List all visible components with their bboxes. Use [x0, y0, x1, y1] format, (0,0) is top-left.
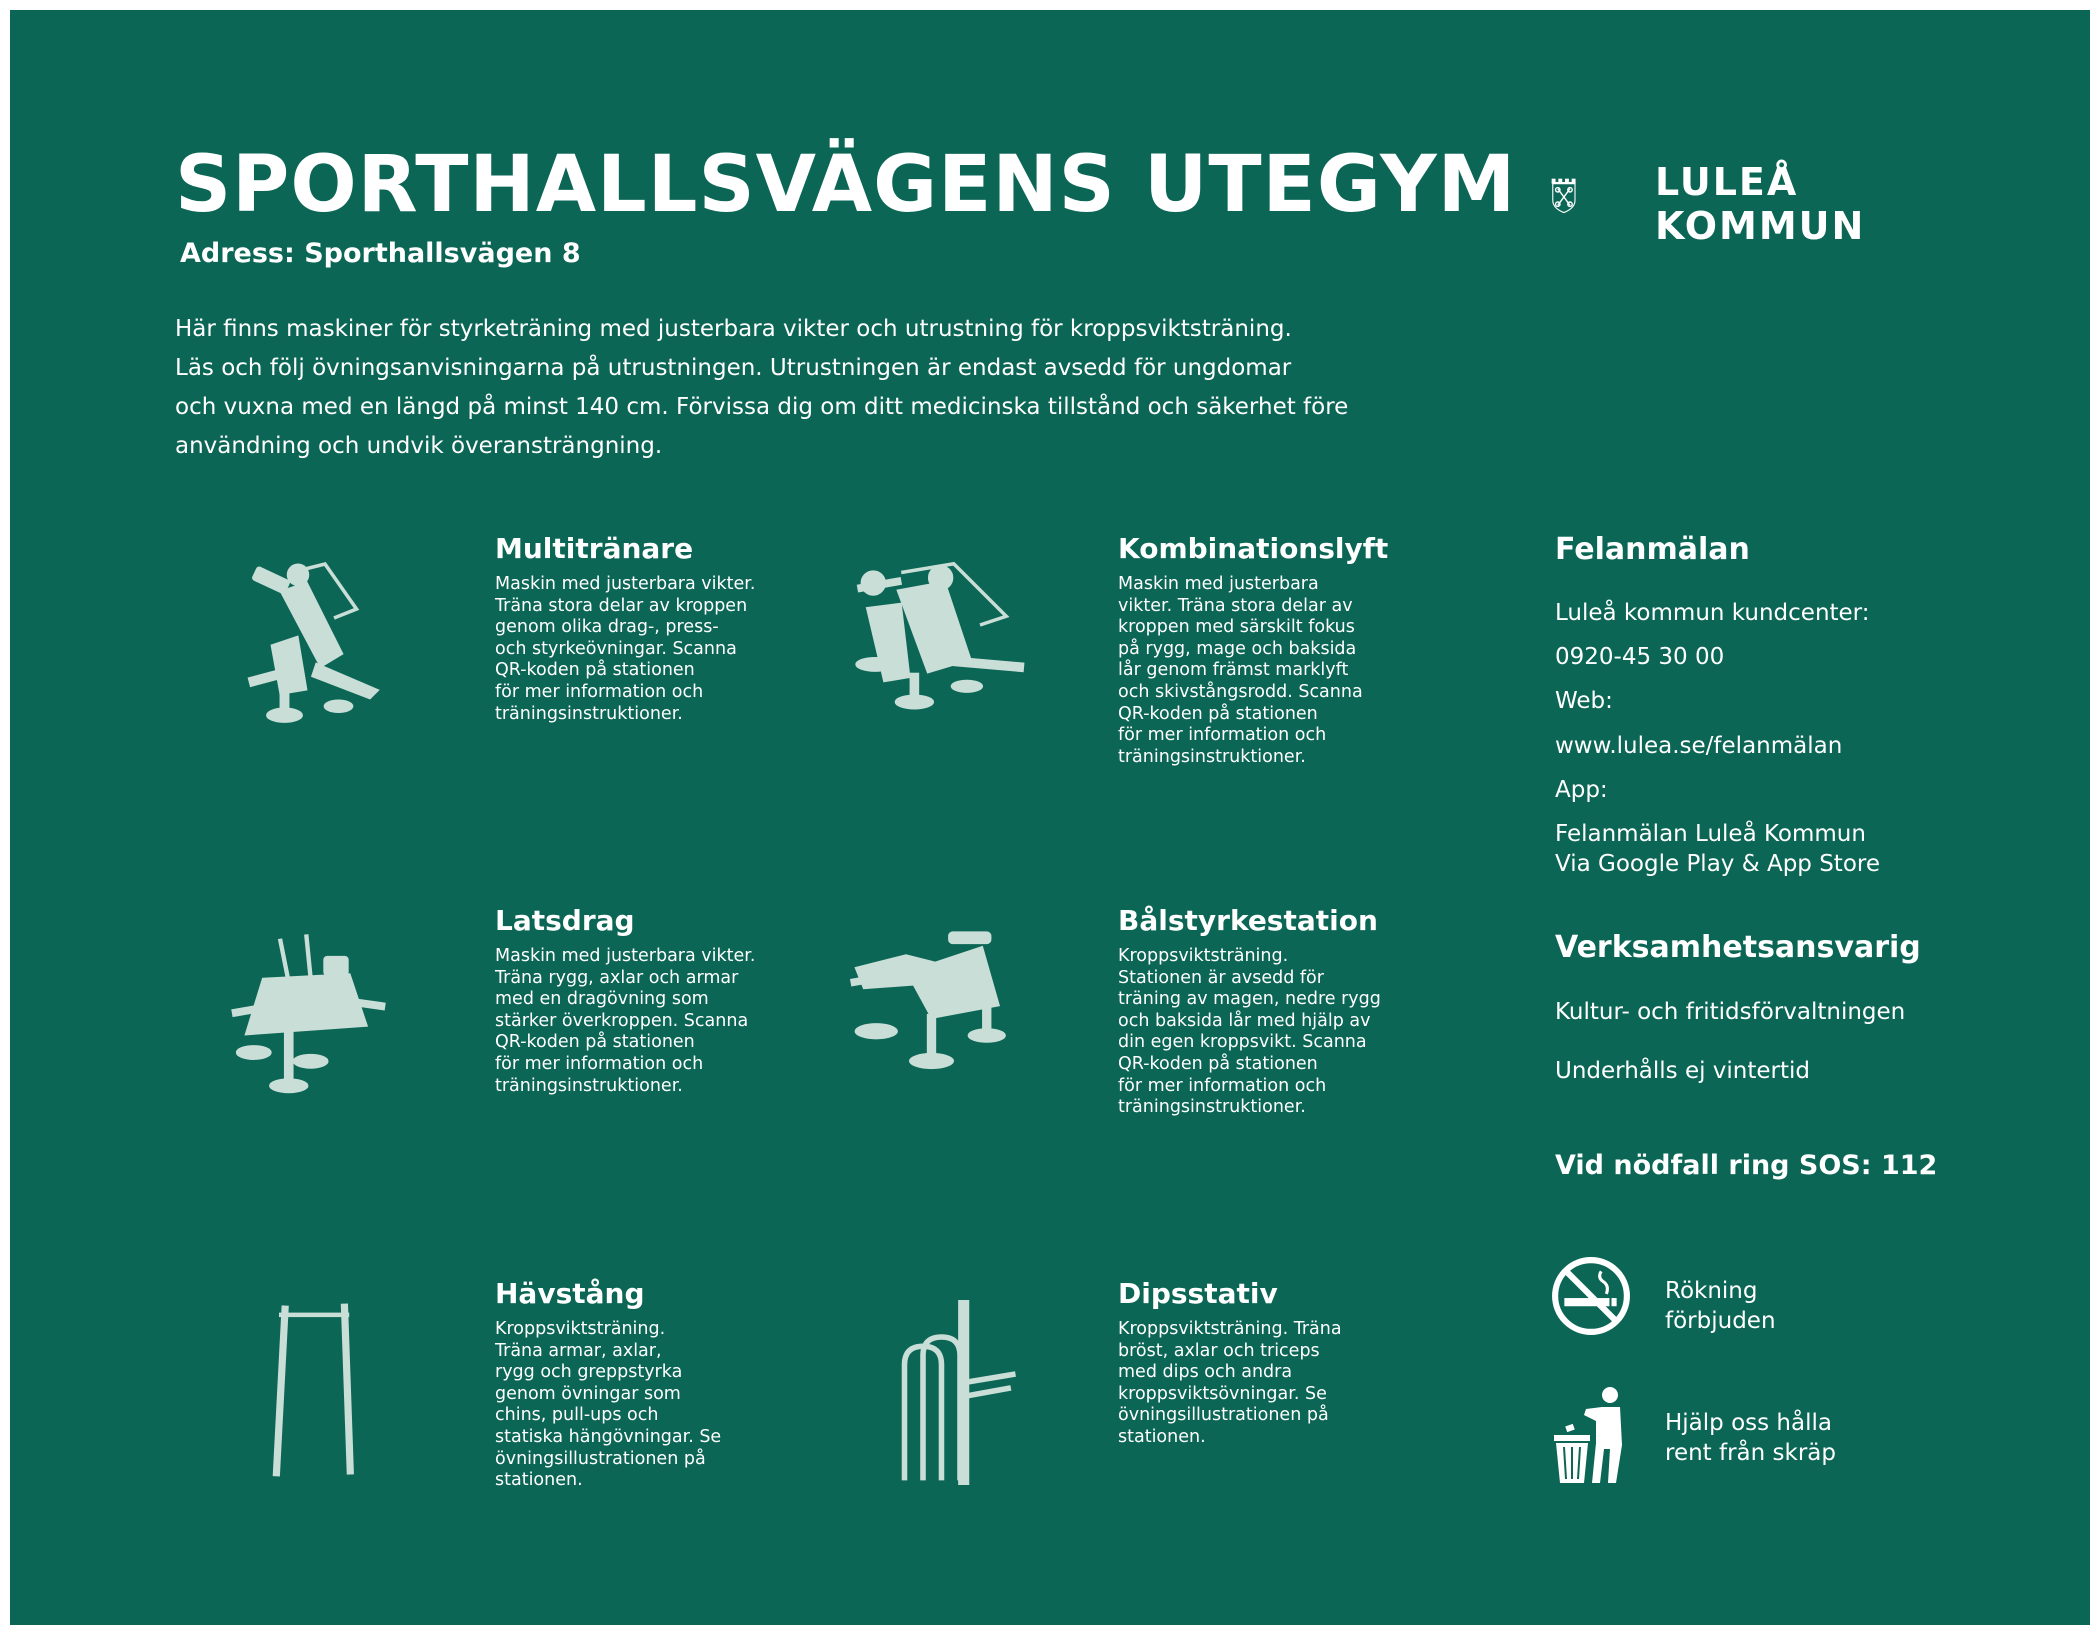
- intro-line: Här finns maskiner för styrketräning med justerbara vikter och utrustning för kroppsviktsträning.: [175, 316, 1292, 342]
- description-line: på rygg, mage och baksida: [1118, 638, 1357, 659]
- notice-line: Hjälp oss hålla: [1665, 1410, 1832, 1436]
- station-description: [1118, 1319, 1418, 1449]
- description-line: träningsinstruktioner.: [495, 1075, 683, 1096]
- lat-pulldown-icon: [220, 930, 410, 1105]
- description-line: stärker överkroppen. Scanna: [495, 1010, 749, 1031]
- description-line: chins, pull-ups och: [495, 1405, 659, 1426]
- description-line: och styrkeövningar. Scanna: [495, 638, 737, 659]
- description-line: med dips och andra: [1118, 1362, 1293, 1383]
- station-description: [1118, 574, 1418, 768]
- responsible-heading: Verksamhetsansvarig: [1555, 930, 1921, 965]
- description-line: för mer information och: [1118, 725, 1327, 746]
- litter-bin-icon: [1550, 1385, 1630, 1485]
- station-title: Bålstyrkestation: [1118, 904, 1378, 937]
- station-title: Latsdrag: [495, 904, 635, 937]
- description-line: QR-koden på stationen: [1118, 1053, 1318, 1074]
- description-line: Maskin med justerbara vikter.: [495, 574, 756, 594]
- intro-line: Läs och följ övningsanvisningarna på utrustningen. Utrustningen är endast avsedd för ungdomar: [175, 355, 1292, 381]
- description-line: Träna armar, axlar,: [495, 1340, 662, 1361]
- description-line: lår genom främst marklyft: [1118, 660, 1349, 681]
- intro-line: och vuxna med en längd på minst 140 cm. Förvissa dig om ditt medicinska tillstånd och säkerhet före: [175, 394, 1349, 420]
- description-line: rygg och greppstyrka: [495, 1362, 683, 1383]
- station-description: [1118, 946, 1418, 1119]
- multi-trainer-icon: [225, 555, 425, 735]
- description-line: QR-koden på stationen: [495, 1032, 695, 1053]
- lulea-coat-of-arms-icon: [1550, 132, 1650, 262]
- station-description: [495, 1319, 795, 1492]
- description-line: Stationen är avsedd för: [1118, 967, 1324, 988]
- logo-wordmark: [1655, 160, 1865, 248]
- litter-text: [1665, 1408, 1836, 1468]
- report-web-link[interactable]: www.lulea.se/felanmälan: [1555, 733, 1843, 759]
- intro-line: användning och undvik överansträngning.: [175, 433, 663, 459]
- station-title: Dipsstativ: [1118, 1277, 1278, 1310]
- description-line: din egen kroppsvikt. Scanna: [1118, 1032, 1367, 1053]
- description-line: träningsinstruktioner.: [1118, 746, 1306, 767]
- report-line: App:: [1555, 777, 1608, 803]
- report-line: Web:: [1555, 688, 1613, 714]
- combination-lift-icon: [835, 555, 1055, 730]
- description-line: genom övningar som: [495, 1383, 681, 1404]
- description-line: Kroppsviktsträning.: [1118, 946, 1289, 966]
- address: Adress: Sporthallsvägen 8: [180, 238, 581, 269]
- description-line: Maskin med justerbara: [1118, 574, 1319, 594]
- report-app-name: Felanmälan Luleå Kommun: [1555, 821, 1866, 847]
- emergency-notice: Vid nödfall ring SOS: 112: [1555, 1150, 1938, 1181]
- station-description: [495, 574, 795, 725]
- no-smoking-icon: [1550, 1255, 1632, 1337]
- description-line: kroppsviktsövningar. Se: [1118, 1383, 1327, 1404]
- description-line: vikter. Träna stora delar av: [1118, 595, 1353, 616]
- description-line: Träna rygg, axlar och armar: [495, 967, 739, 988]
- info-sign: [10, 10, 2090, 1625]
- no-smoking-text: [1665, 1276, 1776, 1336]
- description-line: övningsillustrationen på: [495, 1448, 706, 1469]
- description-line: QR-koden på stationen: [495, 660, 695, 681]
- logo-line1: LULEÅ: [1655, 160, 1799, 204]
- core-station-icon: [830, 925, 1050, 1095]
- description-line: Maskin med justerbara vikter.: [495, 946, 756, 966]
- report-heading: Felanmälan: [1555, 532, 1750, 567]
- station-description: [495, 946, 795, 1097]
- description-line: Träna stora delar av kroppen: [495, 595, 748, 616]
- description-line: för mer information och: [1118, 1075, 1327, 1096]
- responsible-org: Kultur- och fritidsförvaltningen: [1555, 999, 1906, 1025]
- notice-line: förbjuden: [1665, 1308, 1776, 1334]
- logo-line2: KOMMUN: [1655, 204, 1866, 248]
- description-line: statiska hängövningar. Se: [495, 1426, 722, 1447]
- description-line: för mer information och: [495, 681, 704, 702]
- page-title: SPORTHALLSVÄGENS UTEGYM: [175, 140, 1517, 230]
- station-title: Multitränare: [495, 532, 694, 565]
- winter-maintenance-note: Underhålls ej vintertid: [1555, 1058, 1811, 1084]
- description-line: stationen.: [1118, 1426, 1206, 1447]
- report-line: Luleå kommun kundcenter:: [1555, 600, 1870, 626]
- description-line: QR-koden på stationen: [1118, 703, 1318, 724]
- description-line: övningsillustrationen på: [1118, 1405, 1329, 1426]
- notice-line: Rökning: [1665, 1278, 1758, 1304]
- station-title: Hävstång: [495, 1277, 645, 1310]
- pull-up-bar-icon: [250, 1300, 380, 1480]
- report-phone[interactable]: 0920-45 30 00: [1555, 644, 1725, 670]
- description-line: kroppen med särskilt fokus: [1118, 617, 1355, 638]
- description-line: stationen.: [495, 1470, 583, 1491]
- description-line: genom olika drag-, press-: [495, 617, 719, 638]
- description-line: för mer information och: [495, 1053, 704, 1074]
- description-line: och skivstångsrodd. Scanna: [1118, 681, 1363, 702]
- dip-station-icon: [890, 1300, 1030, 1485]
- description-line: med en dragövning som: [495, 989, 709, 1010]
- intro-text: [175, 310, 1435, 466]
- description-line: träning av magen, nedre rygg: [1118, 989, 1381, 1010]
- description-line: bröst, axlar och triceps: [1118, 1340, 1320, 1361]
- description-line: träningsinstruktioner.: [495, 703, 683, 724]
- description-line: träningsinstruktioner.: [1118, 1097, 1306, 1118]
- description-line: Kroppsviktsträning.: [495, 1319, 666, 1339]
- station-title: Kombinationslyft: [1118, 532, 1389, 565]
- description-line: Kroppsviktsträning. Träna: [1118, 1319, 1342, 1339]
- notice-line: rent från skräp: [1665, 1440, 1836, 1466]
- report-app-stores: Via Google Play & App Store: [1555, 851, 1880, 877]
- description-line: och baksida lår med hjälp av: [1118, 1010, 1371, 1031]
